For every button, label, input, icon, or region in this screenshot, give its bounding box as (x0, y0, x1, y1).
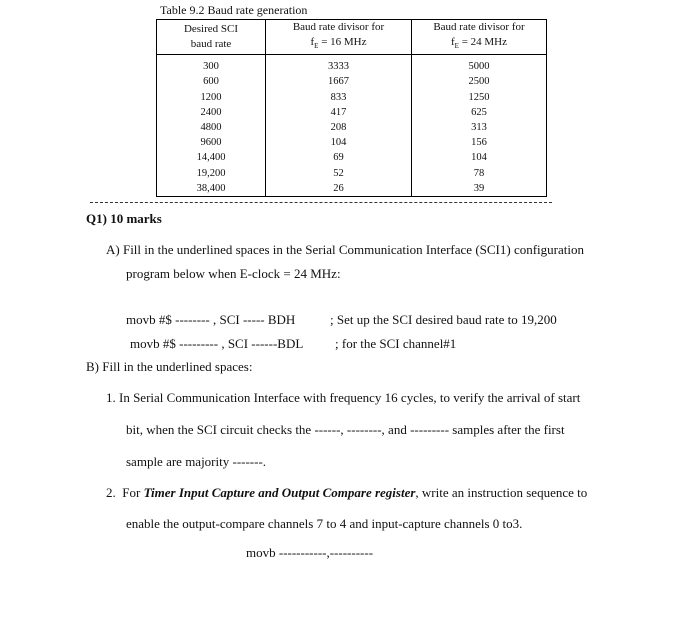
table-cell: 38,400 (196, 182, 226, 194)
code-line-bdl: movb #$ --------- , SCI ------BDL (130, 336, 304, 351)
table-cell: 5000 (468, 61, 490, 73)
table-body-row (157, 59, 547, 196)
b1-text-end: sample are majority -------. (126, 454, 267, 469)
header-line: Baud rate divisor for (292, 21, 385, 33)
table-cell: 1667 (328, 76, 349, 88)
question-title: Q1) 10 marks (86, 211, 162, 226)
table-cell: 39 (473, 182, 485, 194)
table-cell: 4800 (200, 121, 222, 133)
section-divider (90, 202, 552, 203)
header-line: Desired SCI (183, 23, 239, 36)
col-desired-baud (157, 59, 266, 196)
code-line-bdh: movb #$ -------- , SCI ----- BDH (126, 312, 296, 327)
table-cell: 600 (203, 76, 219, 88)
table-cell: 2400 (200, 106, 222, 118)
header-line: baud rate (190, 38, 232, 51)
baud-rate-table (156, 19, 547, 197)
table-cell: 78 (473, 167, 485, 179)
header-divisor-24mhz (412, 20, 547, 55)
table-cell: 104 (471, 152, 487, 164)
part-b-heading: B) Fill in the underlined spaces: (86, 359, 253, 374)
table-cell: 3333 (328, 61, 349, 73)
table-cell: 14,400 (196, 152, 226, 164)
header-f: f (310, 36, 315, 48)
header-freq: = 24 MHz (458, 36, 507, 48)
b2-text-cont: enable the output-compare channels 7 to 4 and input-capture channels 0 to3. (126, 516, 523, 531)
table-cell: 1200 (200, 91, 222, 103)
table-cell: 208 (330, 121, 347, 133)
header-divisor-16mhz (266, 20, 412, 55)
b2-post: , write an instruction sequence to (415, 485, 588, 500)
table-cell: 69 (333, 152, 344, 164)
b2-code-line: movb -----------,---------- (246, 545, 374, 560)
table-cell: 19,200 (196, 167, 226, 179)
b2-pre: For (122, 485, 144, 500)
b2-text (106, 485, 587, 501)
header-sub: E (454, 42, 459, 51)
header-line (268, 35, 409, 54)
header-f: f (450, 36, 455, 48)
b2-number: 2. (106, 485, 116, 500)
table-cell: 9600 (200, 137, 222, 149)
table-cell: 417 (330, 106, 347, 118)
table-cell: 156 (471, 137, 487, 149)
table-cell: 625 (471, 106, 487, 118)
col-divisor-16mhz (266, 59, 412, 196)
code-comment-bdl: ; for the SCI channel#1 (335, 336, 457, 351)
header-line (414, 35, 544, 54)
table-cell: 313 (471, 121, 487, 133)
table-cell: 1250 (468, 91, 490, 103)
table-cell: 2500 (468, 76, 490, 88)
header-freq: = 16 MHz (318, 36, 367, 48)
table-cell: 300 (203, 61, 219, 73)
header-sub: E (314, 42, 319, 51)
table-header-row (157, 20, 547, 55)
table-caption: Table 9.2 Baud rate generation (160, 3, 308, 17)
b1-text: 1. In Serial Communication Interface with frequency 16 cycles, to verify the arrival of start (106, 390, 581, 405)
col-divisor-24mhz (412, 59, 547, 196)
table-cell: 833 (330, 91, 347, 103)
table-cell: 104 (330, 137, 347, 149)
part-a-text-cont: program below when E-clock = 24 MHz: (126, 266, 341, 281)
header-line: Baud rate divisor for (433, 21, 525, 33)
b1-text-cont: bit, when the SCI circuit checks the ------, --------, and --------- samples after the first (126, 422, 565, 437)
header-desired-baud (157, 20, 266, 55)
b2-emphasis: Timer Input Capture and Output Compare register (143, 485, 416, 500)
part-a-text: A) Fill in the underlined spaces in the Serial Communication Interface (SCI1) configuration (106, 242, 584, 257)
table-cell: 52 (333, 167, 344, 179)
table-cell: 26 (333, 182, 344, 194)
code-comment-bdh: ; Set up the SCI desired baud rate to 19,200 (330, 312, 557, 327)
